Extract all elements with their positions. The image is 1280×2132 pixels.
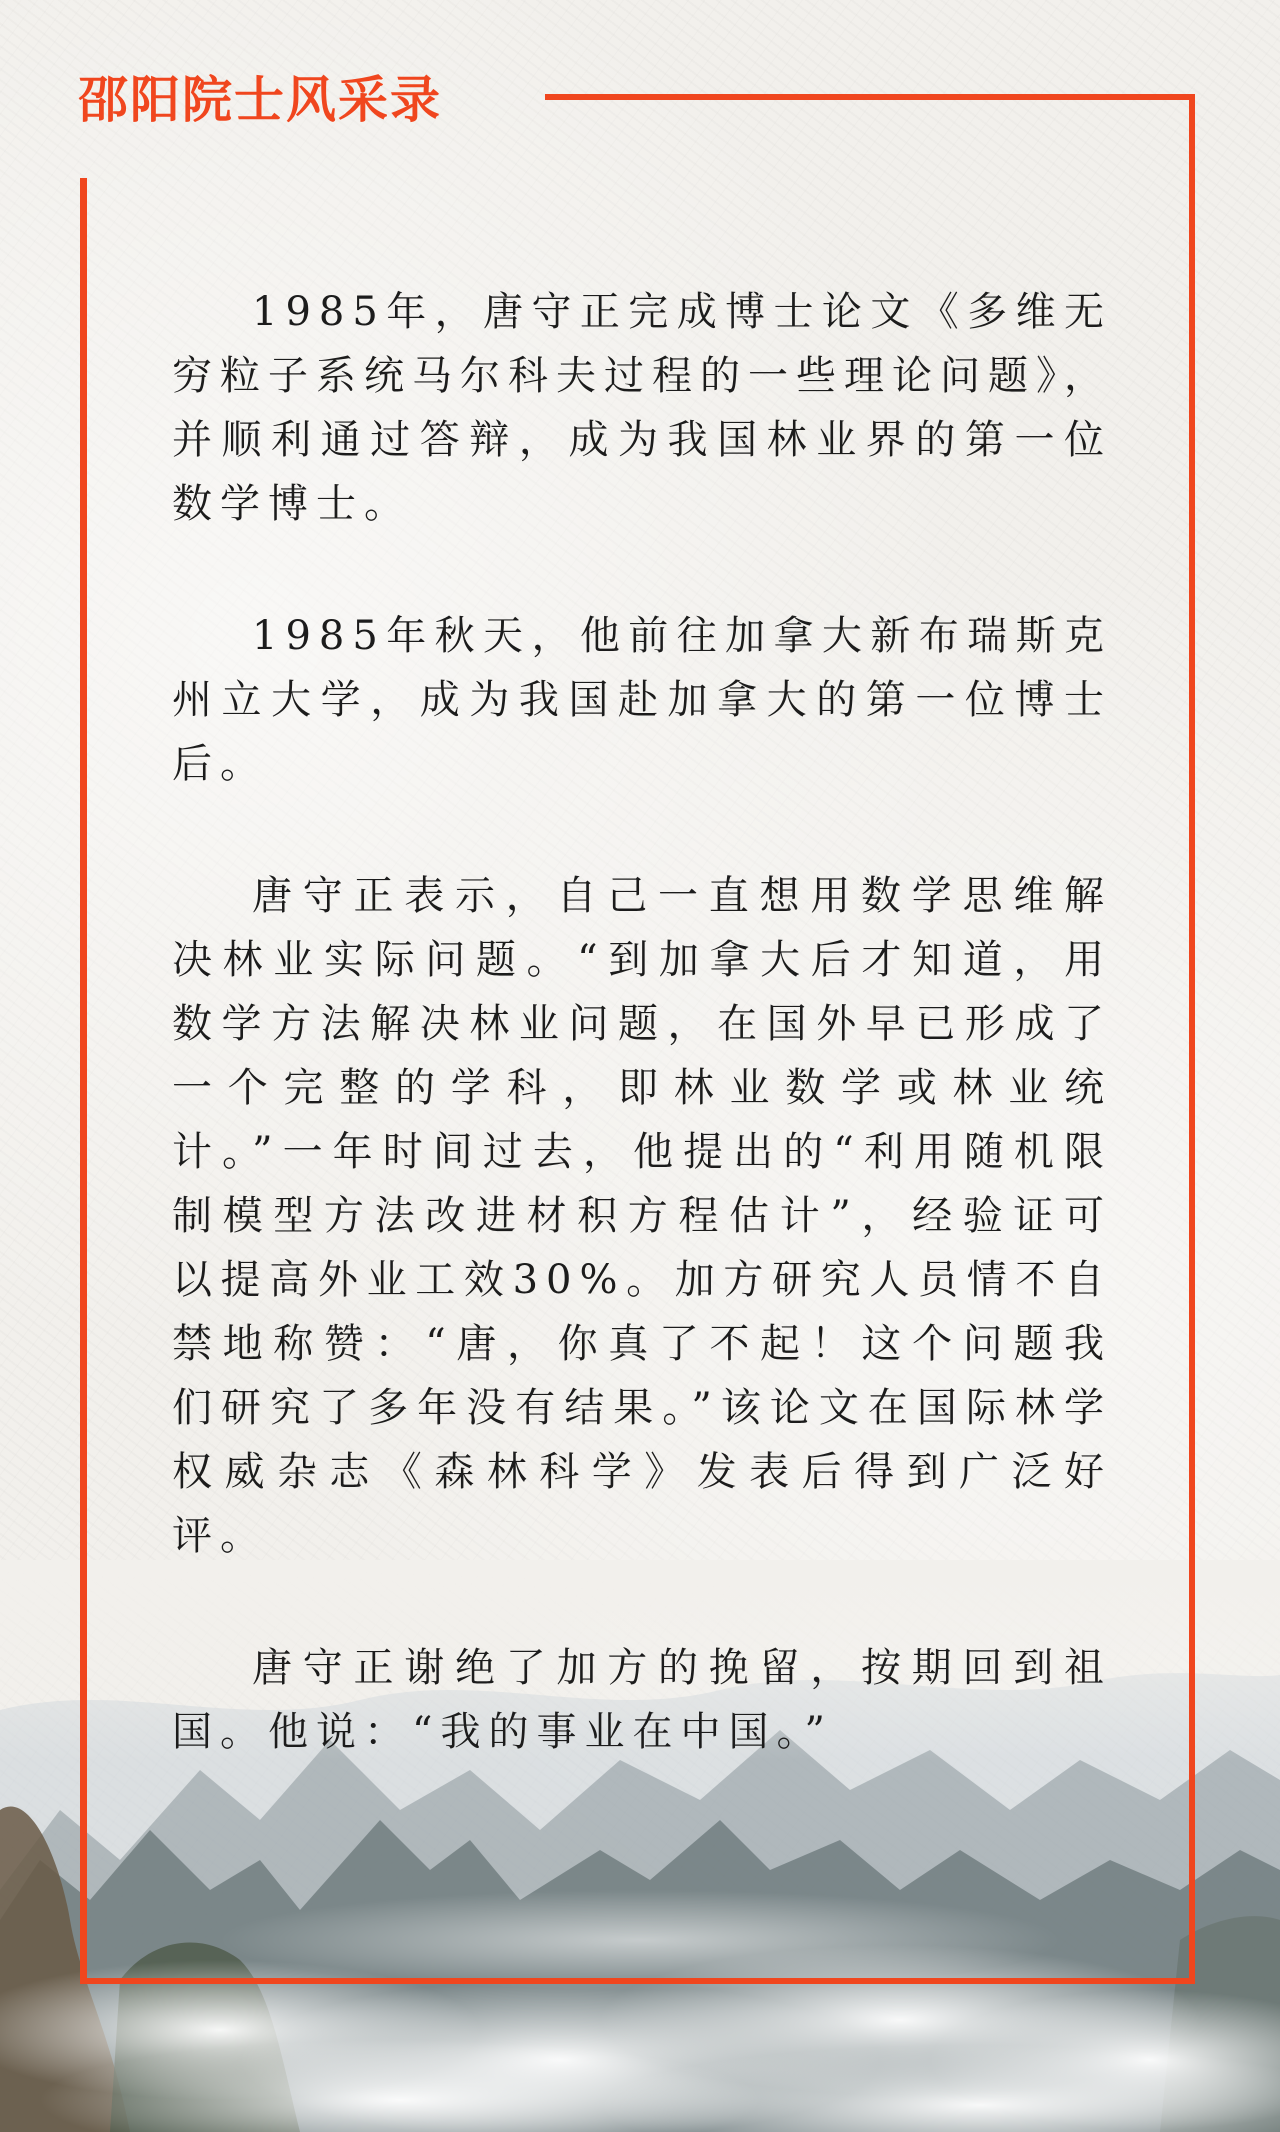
- frame-right-line: [1189, 94, 1195, 1984]
- paragraph-4: 唐守正谢绝了加方的挽留，按期回到祖国。他说：“我的事业在中国。”: [172, 1645, 1112, 1755]
- paragraph-3: 唐守正表示，自己一直想用数学思维解决林业实际问题。“到加拿大后才知道，用数学方法解决林业问题，在国外早已形成了一个完整的学科，即林业数学或林业统计。”一年时间过去，他提出的“利用随机限制模型方法改进材积方程估计”，经验证可以提高外业工效30%。加方研究人员情不自禁地称赞：“唐，你真了不起！这个问题我们研究了多年没有结果。”该论文在国际林学权威杂志《森林科学》发表后得到广泛好评。: [172, 873, 1112, 1559]
- paragraph-2: 1985年秋天，他前往加拿大新布瑞斯克州立大学，成为我国赴加拿大的第一位博士后。: [172, 613, 1112, 787]
- frame-bottom-line: [80, 1978, 1195, 1984]
- article-body: [172, 280, 1112, 1832]
- frame-left-line: [80, 178, 87, 1984]
- header-title: 邵阳院士风采录: [78, 71, 442, 129]
- frame-top-line: [545, 94, 1195, 100]
- paragraph-1: 1985年，唐守正完成博士论文《多维无穷粒子系统马尔科夫过程的一些理论问题》，并顺利通过答辩，成为我国林业界的第一位数学博士。: [172, 289, 1112, 527]
